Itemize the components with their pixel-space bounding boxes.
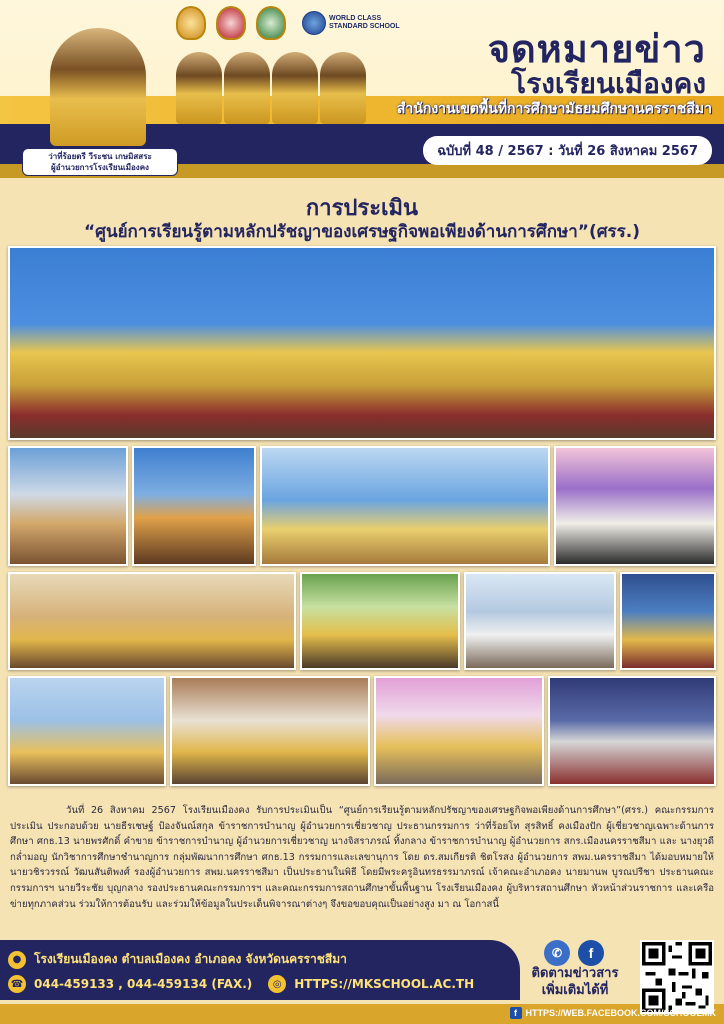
director-name: ว่าที่ร้อยตรี วีระชน เกษมิสสระ [48,152,152,161]
article-subheading: “ศูนย์การเรียนรู้ตามหลักปรัชญาของเศรษฐกิจพอเพียงด้านการศึกษา”(ศรร.) [83,222,640,242]
facebook-url[interactable]: HTTPS://WEB.FACEBOOK.COM/SCHOOLMK [525,1008,716,1018]
event-photo [300,572,460,670]
issue-badge: ฉบับที่ 48 / 2567 : วันที่ 26 สิงหาคม 2567 [423,136,712,165]
footer-phone: 044-459133 , 044-459134 (FAX.) [34,977,253,991]
megaphone-icon[interactable]: ✆ [544,940,570,966]
facebook-icon[interactable]: f [578,940,604,966]
event-photo [8,446,128,566]
administrator-photo [272,52,318,124]
administrator-photo [320,52,366,124]
footer-address: โรงเรียนเมืองคง ตำบลเมืองคง อำเภอคง จังหวัดนครราชสีมา [34,952,347,966]
event-photo [170,676,370,786]
school-name: โรงเรียนเมืองคง [511,67,706,100]
footer-website[interactable]: HTTPS://MKSCHOOL.AC.TH [294,977,475,991]
event-photo [8,676,166,786]
director-role: ผู้อำนวยการโรงเรียนเมืองคง [51,163,149,172]
event-photo [374,676,544,786]
school-emblem-icon [176,6,206,40]
phone-icon: ☎ [8,975,26,993]
standard-school-text: STANDARD SCHOOL [329,23,400,30]
event-photo [132,446,256,566]
globe-icon: ◎ [268,975,286,993]
event-photo [8,572,296,670]
location-pin-icon: ● [8,951,26,969]
event-photo [554,446,716,566]
group-photo [8,246,716,440]
event-photo [620,572,716,670]
article-heading: การประเมิน [305,196,419,221]
world-class-text: WORLD CLASS [329,15,382,22]
world-class-logo [302,11,400,35]
footer-address-row [8,950,347,969]
newsletter-title: จดหมายข่าว [487,27,706,71]
royal-emblem-icon [216,6,246,40]
office-emblem-icon [256,6,286,40]
globe-icon [302,11,326,35]
event-photo [464,572,616,670]
office-name: สำนักงานเขตพื้นที่การศึกษามัธยมศึกษานครราชสีมา [396,101,712,117]
event-photo [260,446,550,566]
follow-line-1: ติดตามข่าวสาร [531,966,619,981]
follow-caption [520,965,630,999]
social-icons [544,940,604,966]
administrator-photo [176,52,222,124]
director-caption [22,148,178,176]
facebook-icon: f [510,1007,522,1019]
logo-row [176,6,400,40]
follow-line-2: เพิ่มเติมได้ที่ [541,983,609,998]
article-body: วันที่ 26 สิงหาคม 2567 โรงเรียนเมืองคง รับการประเมินเป็น “ศูนย์การเรียนรู้ตามหลักปรัชญาของเศรษฐกิจพอเพียงด้านการศึกษา”(ศรร.) คณะกรรมการประเมิน ประกอบด้วย นายธีรเชษฐ์ ป้องจันณ์สกุล ข้าราชการบำนาญ ผู้อำนวยการเชี่ยวชาญ ประธานกรรมการ ว่าที่ร้อยโท สุรสิทธิ์ คงเมืองปัก ผู้เชี่ยวชาญเฉพาะด้านการศึกษา ศกธ.13 นายพรศักดิ์ คำขาย ข้าราชการบำนาญ ผู้อำนวยการเชี่ยวชาญ นางจิสราภรณ์ ทิ้งกลาง ข้าราชการบำนาญ ผู้อำนวยการ สกร.เมืองนครราชสีมา และ นางยุวดี กล่ำมอญ นักวิชาการศึกษาชำนาญการ กลุ่มพัฒนาการศึกษา ศกธ.13 กรรมการและเลขานุการ โดย ดร.สมเกียรติ ชิตโรสง ผู้อำนวยการ สพม.นครราชสีมา ได้มอบหมายให้ นายวชิรวรรณ์ วัฒนสันติพงศ์ รองผู้อำนวยการ สพม.นครราชสีมา เป็นประธานในพิธี โดยมีพระครูอินทรธรรมาภรณ์ เจ้าคณะอำเภอคง นายมานพ บูรณปรีชา ประธานคณะกรรมการฯ นายวีระชัย บุญกลาง รองประธานคณะกรรมการฯ และคณะกรรมการสถานศึกษาขั้นพื้นฐาน โรงเรียนเมืองคง ผู้บริหารสถานศึกษา หัวหน้าส่วนราชการ และเครือข่ายทุกภาคส่วน ร่วมให้การต้อนรับ และร่วมให้ข้อมูลในประเด็นพิจารณาต่างๆ จึงขอขอบคุณเป็นอย่างสูง มา ณ โอกาสนี้ [10,805,714,910]
qr-code[interactable] [640,940,714,1014]
header [0,0,724,178]
facebook-link[interactable] [510,1007,717,1019]
director-photo [50,28,146,146]
administrator-photo [224,52,270,124]
footer-contact-row [8,975,474,993]
event-photo [548,676,716,786]
